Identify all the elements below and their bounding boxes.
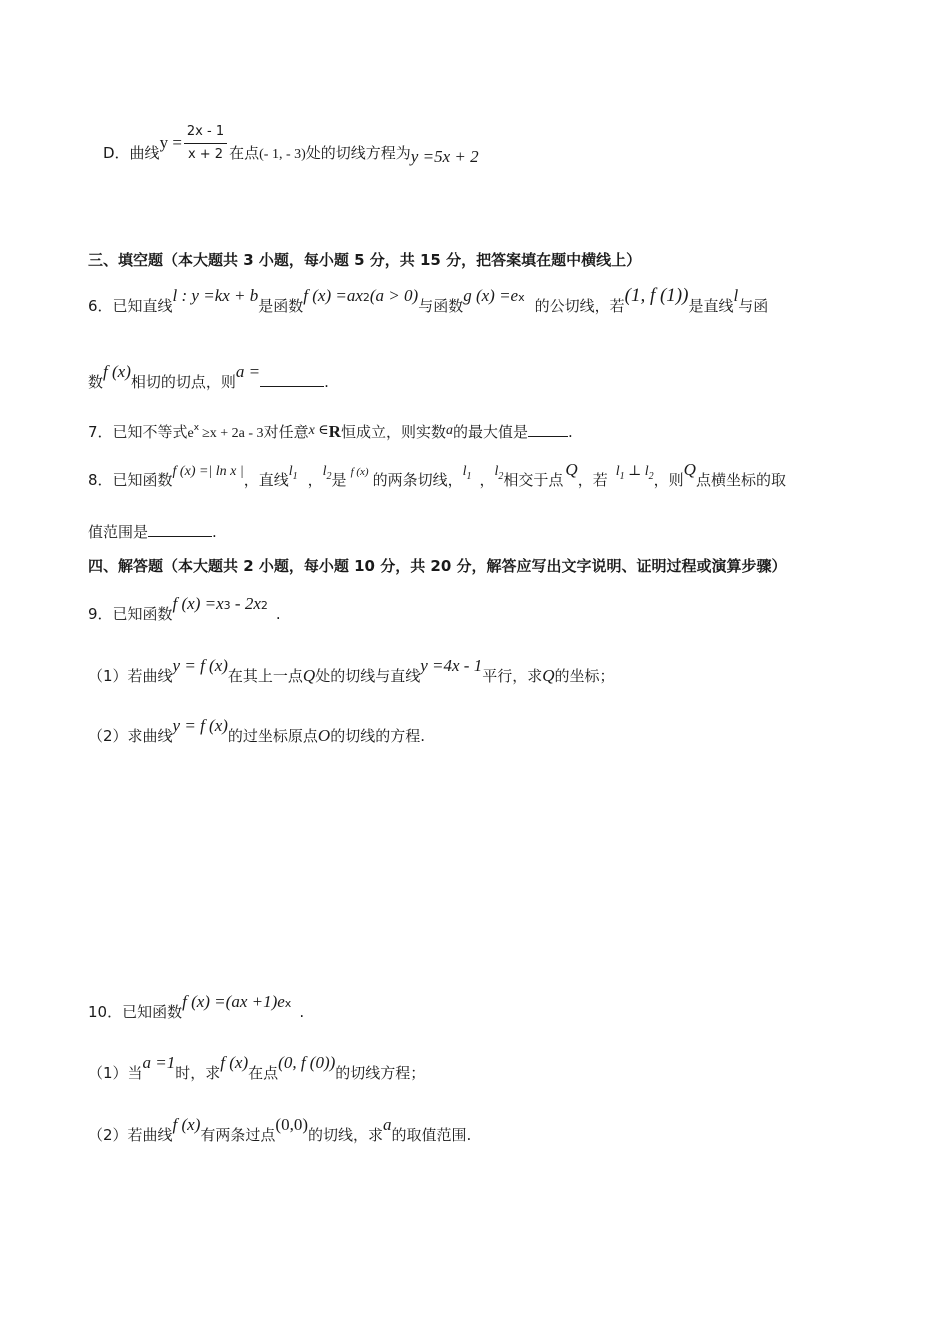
option-d-tangent-text: 处的切线方程为: [305, 144, 411, 162]
q9-p2-mid: 的过坐标原点: [227, 727, 318, 745]
option-d-point: (- 1, - 3): [259, 147, 306, 162]
q7-a: a: [445, 423, 453, 438]
q10-p1-point: (0, f (0)): [278, 1053, 336, 1072]
q7-real-set: R: [328, 422, 341, 441]
q6-g-x: g (x) =e: [463, 286, 519, 305]
q10-f-def: f (x) =(ax +1)e: [182, 992, 285, 1011]
q10-p2-origin: (0,0): [275, 1115, 308, 1134]
q7-e: e: [187, 426, 194, 441]
q10-p1-label: （1）当: [88, 1064, 143, 1082]
q6-number: 6．已知直线: [88, 297, 173, 315]
q8-Q: Q: [565, 460, 578, 479]
question-9-line: [88, 594, 281, 626]
q9-p2-end: 的切线的方程.: [330, 727, 425, 745]
q9-p1-mid2: 处的切线与直线: [315, 667, 421, 685]
q10-p2-end: 的取值范围.: [391, 1126, 472, 1144]
q6-point: (1, f (1)): [624, 285, 689, 306]
q10-p2-mid2: 的切线，求: [307, 1126, 383, 1144]
q8-fx: f (x): [350, 466, 369, 478]
q9-p1-end: 平行，求: [482, 667, 543, 685]
q10-p1-end: 的切线方程；: [335, 1064, 426, 1082]
q7-exp: x: [193, 423, 200, 433]
q9-p1-label: （1）若曲线: [88, 667, 173, 685]
q9-p1-Q: Q: [302, 666, 316, 685]
q6-period: .: [324, 373, 329, 391]
q8-intersect: 相交于点: [503, 471, 564, 489]
q8-l1-b: $l_1$: [462, 464, 472, 482]
q9-f-def: f (x) =x: [172, 594, 224, 613]
q7-period: .: [567, 423, 573, 441]
q8-comma-line: ，直线: [243, 471, 289, 489]
section-3-heading: 三、填空题（本大题共 3 小题，每小题 5 分，共 15 分，把答案填在题中横线上）: [88, 251, 642, 269]
q10-p1-when: 时，求: [175, 1064, 221, 1082]
q6-l: l: [733, 286, 739, 305]
q8-l2-b: $l_2$: [494, 464, 504, 482]
q6-condition: (a > 0): [369, 286, 419, 305]
q8-if: ，若: [577, 471, 608, 489]
q6-a-eq: a =: [235, 362, 261, 381]
q9-p1-end2: 的坐标；: [554, 667, 615, 685]
question-8-line-2: [88, 522, 217, 542]
q10-exp: x: [284, 997, 292, 1010]
q6-with-func: 与函: [738, 297, 769, 315]
q8-is: 是: [331, 471, 347, 489]
q6-line-l: l : y =kx + b: [172, 286, 259, 305]
question-10-part-1: [88, 1053, 426, 1083]
q6-is-func: 是函数: [258, 297, 304, 315]
q8-l2: $l_2$: [322, 464, 332, 482]
question-6-line-1: [88, 285, 769, 318]
q9-p2-y-fx: y = f (x): [172, 716, 228, 735]
q9-cube: 3: [223, 599, 231, 612]
q10-p2-mid: 有两条过点: [200, 1126, 276, 1144]
q9-p1-line-eq: y =4x - 1: [420, 656, 483, 675]
q8-period: .: [212, 523, 217, 541]
q7-number: 7．已知不等式: [88, 423, 188, 441]
q6-tangent-point: 相切的切点，则: [130, 373, 236, 391]
q8-two-tangents: 的两条切线，: [372, 471, 463, 489]
q6-square: 2: [362, 291, 370, 304]
q10-p2-label: （2）若曲线: [88, 1126, 173, 1144]
q6-cont-prefix: 数: [88, 373, 104, 391]
q6-common-tangent: 的公切线，若: [534, 297, 625, 315]
q8-f-def: f (x) =| ln x |: [172, 464, 244, 479]
q6-exp: x: [518, 291, 525, 304]
q9-p2-O: O: [317, 726, 331, 745]
q7-max-value: 的最大值是: [452, 423, 528, 441]
question-8-line-1: 8．已知函数f (x) =| ln x |，直线$l_1$ ，$l_2$是 $^{f (x)}$ 的两条切线，$l_1$ ，$l_2$相交于点Q，若 $l_1$ ⊥ $l_2$，则Q点横坐标的取: [88, 460, 786, 489]
section-4-heading: 四、解答题（本大题共 2 小题，每小题 10 分，共 20 分，解答应写出文字说明、证明过程或演算步骤）: [88, 557, 787, 575]
q9-p1-Q-2: Q: [542, 666, 555, 685]
q9-p1-mid: 在其上一点: [227, 667, 303, 685]
option-d-fraction: [184, 122, 227, 165]
q10-number: 10．已知函数: [88, 1003, 183, 1021]
question-9-part-1: [88, 656, 615, 686]
q6-answer-blank[interactable]: [260, 372, 324, 387]
q6-and-func: 与函数: [418, 297, 464, 315]
q10-p1-a-eq: a =1: [142, 1053, 176, 1072]
q7-holds: 恒成立，则实数: [340, 423, 446, 441]
q9-minus: - 2x: [230, 594, 261, 613]
option-d-label: D．曲线: [103, 144, 160, 162]
q10-p2-a: a: [383, 1115, 392, 1134]
q8-number: 8．已知函数: [88, 471, 173, 489]
fraction-denominator: x + 2: [187, 147, 224, 162]
question-7-line: [88, 422, 573, 445]
q8-answer-blank[interactable]: [148, 522, 212, 537]
q10-p1-fx: f (x): [220, 1053, 249, 1072]
q8-perp-expr: $l_1$ ⊥ $l_2$: [615, 464, 654, 482]
q8-then: ，则: [653, 471, 684, 489]
question-10-part-2: [88, 1115, 472, 1145]
question-10-line: [88, 992, 305, 1024]
q10-p1-at-point: 在点: [248, 1064, 279, 1082]
q6-f-x: f (x) =ax: [303, 286, 363, 305]
question-9-part-2: [88, 716, 425, 746]
option-d-y-eq: y =: [159, 133, 182, 152]
q9-period: .: [275, 605, 281, 623]
q10-p2-fx: f (x): [172, 1115, 201, 1134]
q7-inequality: ≥x + 2a - 3: [202, 426, 264, 441]
q7-x-in: x ∈: [308, 423, 329, 438]
q9-p2-label: （2）求曲线: [88, 727, 173, 745]
option-d-at-point: 在点: [229, 144, 260, 162]
q8-l1: $l_1$: [288, 464, 298, 482]
q6-f-x-2: f (x): [103, 362, 131, 381]
q9-square: 2: [260, 599, 268, 612]
q9-number: 9．已知函数: [88, 605, 173, 623]
q8-cont: 值范围是: [88, 523, 149, 541]
q6-is-line: 是直线: [688, 297, 734, 315]
q8-Q-2: Q: [683, 460, 696, 479]
q8-abscissa: 点横坐标的取: [695, 471, 786, 489]
q7-answer-blank[interactable]: [528, 422, 568, 437]
q7-for-any: 对任意: [263, 423, 309, 441]
fraction-numerator: 2x - 1: [184, 122, 227, 144]
question-6-line-2: [88, 362, 329, 392]
option-d-answer: y =5x + 2: [410, 147, 479, 166]
q9-p1-y-fx: y = f (x): [172, 656, 228, 675]
option-d-line: [103, 124, 479, 175]
q10-period: .: [299, 1003, 305, 1021]
